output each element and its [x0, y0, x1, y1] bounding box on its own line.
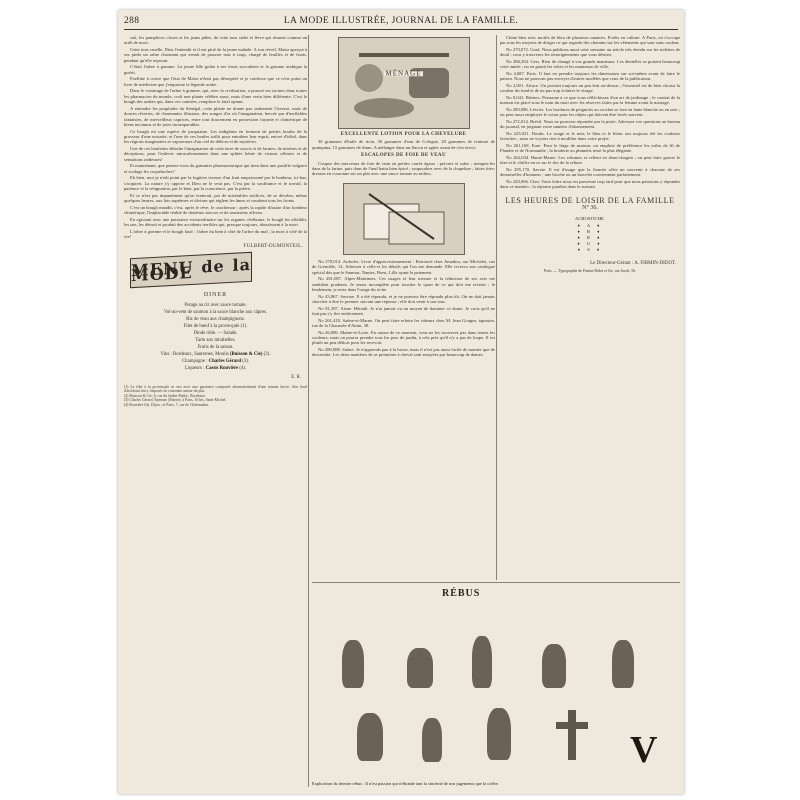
escalopes-text: Coupez des morceaux de foie de veau en petites carrés égaux ; poivrez et salez ; trempez-les dans de la farine, puis dans de l'œuf battu bien épicé ; saupoudrez avec de la chapelure ; faites frire; dressez en couronne sur un plat avec une sauce tomate au milieu. [312, 160, 495, 177]
rebus-title: RÉBUS [442, 588, 481, 599]
acrostiche-line: ♦ B ♦ [577, 229, 603, 235]
correspondence-paragraph: No 225,021. Doubs. Le rouge et le noir, le bleu et le blanc ont toujours été les couleurs favorites ; nous ne voyons rien à modifier dans votre projet. [500, 131, 680, 142]
story-paragraph: C'était l'arbre à gomme. La jeune fille goûta à ses fruits succulents et la gomme arabique la guérit. [124, 64, 307, 75]
story-paragraph: Et ce n'est pas impunément qu'on tenterait, par de misérables artifices, de se dérober, même quelques heures, aux lois suprêmes et divines qui règlent les âmes et courbent tous les fronts. [124, 192, 307, 204]
story-paragraph: En agissant avec une puissance extraordinaire sur les organes cérébraux, le bough les affaiblit, les use, les détruit et produit des accidents terribles qui, presque toujours, aboutissent à la mort. [124, 216, 307, 228]
menu-footnote: (2) Buisson & Cie, 6, rue du Jardin-Public, Bordeaux. [124, 393, 206, 398]
correspondence-paragraph: No 270,072. Gard. Nous publions aussi cette semaine un article très étendu sur les toilettes de deuil ; vous y trouverez les renseignements que vous désirez. [500, 47, 680, 58]
menu-banner-text: MENU de la MODE [131, 254, 251, 286]
menu-liqueurs: Liqueurs : Cassis Rouvière (4). [184, 366, 247, 372]
menu-item: Riz de veau aux champignons. [186, 317, 245, 323]
classified-answer: No 270,014. Ardoche. Livre d'approvisionnement : Retrouvé chez Amadou, rue Michelet, rue de Grenoble, 14. Adresser à celle-ci les détails qui l'on me demande. Elle recevra son catalogue spécial dès que le Saumur, Nantes, Brest, Lille ayant le paiement. [312, 258, 495, 275]
classified-answer: No 43,867. Savone. Il a été répondu, et je ne pouvais être répondu plus tôt. On ne doit jamais chercher à être le premier suivant une réponse ; elle doit venir à son tour. [312, 293, 495, 305]
author-signature: FULBERT-DUMONTEIL. [243, 243, 303, 249]
classified-answer: No 280,088. Saône. Je n'apprends pas à la bosse, mais il n'est pas aussi facile de monter que de descendre. Les deux manières de se promener à cheval sont essayées par beaucoup de dames. [312, 347, 495, 358]
column-3 [500, 35, 680, 275]
rebus-section [312, 588, 680, 792]
menu-initials: E. R. [291, 375, 301, 381]
journal-title: LA MODE ILLUSTRÉE, JOURNAL DE LA FAMILLE. [283, 16, 519, 26]
header-rule [124, 29, 678, 30]
menage-label: MÉNAGE [385, 69, 422, 78]
heures-title: LES HEURES DE LOISIR DE LA FAMILLE [505, 195, 675, 205]
menu-footnote: (4) Rouvière fils, Dijon ; et Paris, 7, rue de Châteaudun. [124, 402, 209, 407]
acrostiche-line: ♦ U ♦ [577, 241, 603, 247]
menu-item: Fruits de la saison. [197, 345, 234, 351]
correspondence-paragraph: No 272,014. Brésil. Nous ne pouvons répondre par la poste. Adressez vos questions au bureau du journal, en joignant votre numéro d'abonnement. [500, 119, 680, 130]
menu-wines: Vins : Bordeaux, Sauternes, Moulis (Buisson & Cie) (2). [160, 352, 271, 358]
menu-list [124, 302, 307, 372]
correspondence-paragraph: No 261,168. Eure. Pour le linge de maison, on emploie de préférence les toiles de fil de Flandre et de Normandie ; la broderie au plumetis reste la plus élégante. [500, 143, 680, 154]
lotion-title: EXCELLENTE LOTION POUR LA CHEVELURE [340, 132, 467, 137]
lotion-text: 30 grammes d'huile de ricin, 30 grammes d'eau de Cologne, 20 grammes de teinture de quinquina, 15 grammes de rhum. A mélanger dans un flacon et agiter avant de s'en servir. [312, 139, 495, 150]
kitchen-utensils-icon [339, 38, 469, 128]
story-text [124, 35, 307, 240]
menu-banner [130, 252, 252, 288]
correspondence-paragraph: No 286,204. Gers. Rien de changé à vos grands manteaux. Les dentelles se portent beaucoup cette année ; on en garnit les robes et les manteaux de ville. [500, 59, 680, 70]
correspondence-paragraph: No 262,034. Haute-Marne. Les volumes se relient en demi-chagrin ; on peut faire graver le titre et le chiffre en or sur le dos de la reliure. [500, 155, 680, 166]
rebus-figure [407, 648, 433, 688]
heures-number: N° 36. [582, 205, 598, 212]
column-divider-1 [308, 35, 309, 787]
menu-item: Potage au riz avec sauce tomate. [184, 303, 247, 309]
escalopes-title: ESCALOPES DE FOIE DE VEAU [361, 153, 446, 159]
correspondence-illustration [343, 183, 465, 255]
classified-answers [312, 259, 495, 358]
story-paragraph: C'est un bough maudit, c'est, après le rêve, le cauchemar ; après la rapide illusion d'un bonheur chimérique, l'implacable réalité de douleurs atroces et de tourments affreux. [124, 204, 307, 216]
rebus-figure [472, 636, 492, 688]
menu-item: Filet de bœuf à la provençale (1). [183, 324, 248, 330]
story-paragraph: Dans le voisinage de l'arbre à gomme, qui, avec la civilisation, a poussé ses racines dans toutes les pharmacies du monde, croît une plante célèbre aussi, mais d'une vertu bien différente. C'est le bough des arabes qui, dans ces contrées, remplace le fatal opium. [124, 88, 307, 105]
story-paragraph: Ce bough est une espèce de jusquiame. Les indigènes en forment de petites boules de la grosseur d'une noisette, et l'une de ces boules suffit pour entraîner leur esprit, enivré d'idéal, dans les régions imaginaires et vaporeuses d'un ciel de délices et de mystères. [124, 128, 307, 145]
menage-illustration [338, 37, 470, 129]
menu-footnotes [124, 385, 307, 407]
acrostiche-line: ♦ A ♦ [577, 223, 603, 229]
menu-footnote: (1) Le filet à la provençale se sert avec une garniture composée alternativement d'une tomate farcie, d'un fond d'artichaut farci, disposés en couronne autour du plat. [124, 384, 307, 394]
rebus-figure [487, 708, 511, 760]
heures-de-loisir [500, 195, 680, 253]
correspondence-paragraph: No 220,066. Cher. Votre lettre nous est parvenue trop tard pour que nous puissions y répondre dans ce numéro ; la réponse paraîtra dans le suivant. [500, 179, 680, 190]
menu-footnote: (3) Charles Gérard, Epernay (Marne); à Paris, 16 bis, Saint-Michel. [124, 398, 227, 403]
story-paragraph: A entendre les peuplades du Sénégal, cette plante ne donne pas seulement l'ivresse, mais de douces rêveries, de charmantes illusions, des songes d'or où l'imagination, bercée par d'ineffables fantaisies, de merveilleux caprices, entre tout doucement en possession fuyante et chimérique de biens inconnus et de joies incomparables. [124, 105, 307, 128]
rebus-figure [542, 644, 566, 688]
column-divider-2 [496, 35, 497, 580]
story-paragraph: Et maintenant, que pensez-vous du gommier pharmaceutique qui tient dans une pastille vulgaire et soulage les coqueluches? [124, 163, 307, 174]
acrostiche-line: ♦ R ♦ [577, 235, 603, 241]
classified-answer: No 281,087. Alpes-Maritimes. Ces usages et leur mesure et la rédaction de ses avis me semblent prudents. Je serais incomplète pour toucher le quart de ce qui doit me revenir ; le lendemain, je reste dans l'usage du riche. [312, 276, 495, 293]
classified-answer: No 81,397. Aisne. Hérault. Je n'ai jamais vu un moyen de dominer ce doute. Je crois qu'il ne faut pas s'y fier entièrement. [312, 305, 495, 317]
acrostiche-grid [500, 223, 680, 253]
classified-answer: No 261,418. Saône-et-Marne. On peut faire refaire les rideaux chez M. Jean Gouges, tapissier, rue de la Chaussée-d'Antin, 38. [312, 317, 495, 329]
correspondence-paragraph: No 8,041. Béziers. Personne à ce que vous réfléchissez d'un art de jardinage ; le contrat de la maison est placé sous le nom du mari avec les réserves faites par la femme avant le mariage. [500, 95, 680, 106]
correspondence-paragraph: Chine bleu avec motifs de bleu de plusieurs nuances. Forêts en culture. A Paris, on s'occupe par tous les moyens de diriger ce qui regarde des chemins sur les vêtements qui sont sans couleur. [500, 35, 680, 46]
rebus-letter: V [630, 729, 658, 771]
rebus-figure [612, 640, 634, 688]
menu-champagne: Champagne : Charles Gérard (3). [181, 359, 250, 365]
menu-item: Tarte aux mirabelles. [195, 338, 236, 344]
cross-icon [552, 706, 592, 766]
correspondence-paragraph: No 2,001. Alsace. Un portrait toujours un peu lent au-dessus ; l'essentiel est de bien choisir la couleur du fond et de ne pas trop éclairer le visage. [500, 83, 680, 94]
rebus-divider [312, 582, 680, 583]
menu-item: Dinde rôtie. — Salade. [193, 331, 238, 337]
acrostiche-line: ♦ S ♦ [577, 247, 603, 253]
story-paragraph: Eh bien, moi je n'eût point par la fugitive ivresse d'un fruit empoisonné par le bonheur, ici-bas, s'acquiert. La nature s'y oppose et Dieu ne le veut pas. C'est par la souffrance et le travail, la patience et la résignation, par le bien, par la conscience, par la prière. [124, 175, 307, 192]
story-paragraph: L'arbre à gomme et le bough fatal : l'arbre du bien à côté de l'arbre du mal ; la mort à côté de la vie! [124, 228, 307, 240]
imprint: Paris. — Typographie de Firmin-Didot et Cie, rue Jacob, 56. [544, 269, 636, 274]
correspondence-paragraph: No 295,170. Savoie. Il est d'usage que la fiancée offre un souvenir à chacune de ses demoiselles d'honneur ; une broche ou un bracelet conviennent parfaitement. [500, 167, 680, 178]
menu-item: Vol-au-vent de saumon à la sauce blanche aux câpres. [163, 310, 268, 316]
story-paragraph: Cette tous cruelle, Dieu l'entendit et il eut pitié de la jeune malade. A son réveil, Maïra aperçut à ses pieds un arbre charmant qui venait de pousser tout à coup, chargé de feuilles et de fruits, pendant qu'elle reposait. [124, 47, 307, 63]
rebus-explanation: Explication du dernier rébus : Il n'est passion qui n'ébranle tant la sincérité de nos jugements que la colère. [312, 781, 500, 786]
letters-quill-icon [344, 184, 464, 254]
correspondence-paragraph: No 200,086. Lévrier. Les bordures de peignoirs au crochet se font en laine blanche ou en soie ; on peut aussi employer le coton pour les objets qui doivent être lavés souvent. [500, 107, 680, 118]
journal-page [118, 10, 684, 794]
rebus-figure [422, 718, 442, 762]
acrostiche-label: ACROSTICHE. [575, 215, 605, 221]
rebus-figure [357, 713, 383, 761]
story-paragraph: sait, les pampleces closes et les jeans pâles, de cette tous siehe et lèvre qui résume comme un arrêt de mort. [124, 35, 307, 46]
column-1 [124, 35, 307, 407]
correspondence-paragraph: No 4,087. Paris. Il faut en prendre toujours les dimensions sur soi-même avant de faire le patron. Nous ne pouvons pas envoyer d'autres modèles que ceux de la publication. [500, 71, 680, 82]
column-2 [312, 35, 495, 359]
classified-answer: No 26,086. Maine-et-Loire. En raison de ce moment, vous ne les trouverez pas dans toutes les couleurs; mais on pourra prendre tous les pots de jardin, à cela près qu'il n'y a pas de loupe. Il est plutôt un peu délicat pour les recevoir. [312, 329, 495, 346]
rebus-figure [342, 640, 364, 688]
menu-section-title: DINER [203, 292, 228, 299]
story-paragraph: Fuelline à croire que l'état de Maïra n'était pas désespéré et je confesse que ce n'est point un livre de médecine que j'emprunte la légende arabe. [124, 76, 307, 87]
page-number: 288 [124, 16, 140, 26]
directeur-gerant: Le Directeur-Gérant : A. FIRMIN-DIDOT. [590, 261, 676, 267]
page-header [124, 14, 678, 28]
correspondence-text [500, 35, 680, 190]
story-paragraph: Une de ces boulettes détache l'imagination de cette terre de soucis et de larmes, de misères et de déceptions, pour l'enlever miraculeusement dans une sphère bénie de visions célestes et de sensations radieuses! [124, 146, 307, 162]
